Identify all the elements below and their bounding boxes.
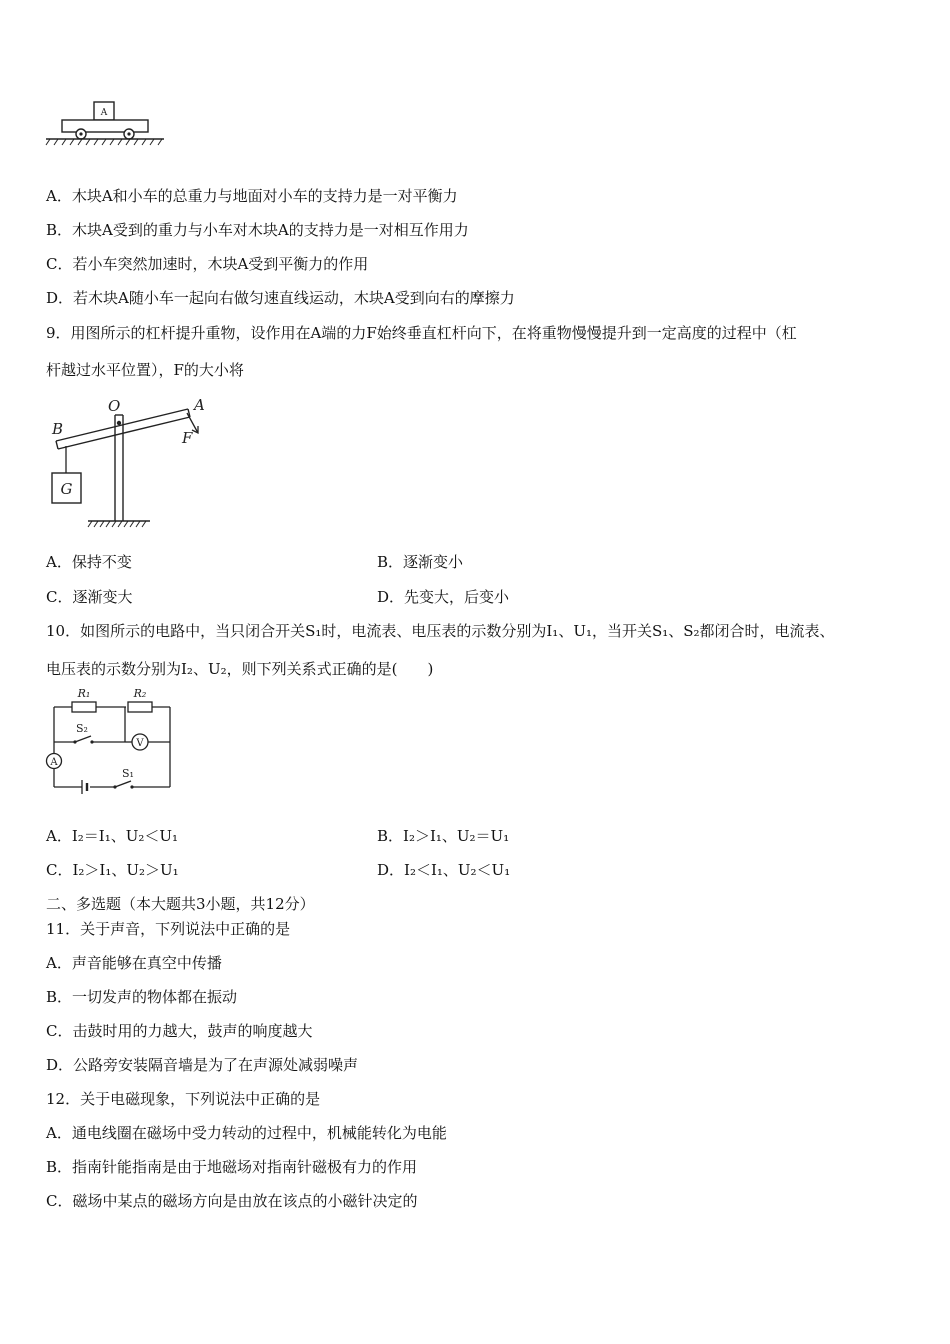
q9-option-c: C．逐渐变大: [46, 588, 133, 606]
label-a: A: [194, 396, 205, 414]
weight-g-label: G: [60, 480, 73, 498]
q9-option-d: D．先变大，后变小: [377, 588, 510, 606]
q8-option-a: A．木块A和小车的总重力与地面对小车的支持力是一对平衡力: [46, 187, 458, 205]
resistor-r2: [128, 702, 152, 712]
q11-option-c: C．击鼓时用的力越大，鼓声的响度越大: [46, 1022, 313, 1040]
label-o: O: [108, 397, 121, 415]
label-b: B: [52, 420, 64, 438]
label-ammeter: A: [50, 757, 58, 768]
q12-option-c: C．磁场中某点的磁场方向是由放在该点的小磁针决定的: [46, 1192, 418, 1210]
lever-figure: [46, 393, 226, 533]
q8-option-c: C．若小车突然加速时，木块A受到平衡力的作用: [46, 255, 369, 273]
q10-stem-line2: 电压表的示数分别为I₂、U₂，则下列关系式正确的是( ): [46, 660, 434, 678]
q12-option-a: A．通电线圈在磁场中受力转动的过程中，机械能转化为电能: [46, 1124, 447, 1142]
q10-option-a: A．I₂＝I₁、U₂＜U₁: [46, 827, 179, 845]
q8-option-b: B．木块A受到的重力与小车对木块A的支持力是一对相互作用力: [46, 221, 469, 239]
switch-s2: [73, 736, 93, 744]
label-r2: R₂: [133, 687, 147, 700]
switch-s1: [113, 781, 133, 789]
q11-option-a: A．声音能够在真空中传播: [46, 954, 222, 972]
label-f: F: [182, 429, 193, 447]
q10-stem-line1: 10．如图所示的电路中，当只闭合开关S₁时，电流表、电压表的示数分别为I₁、U₁，当开关S₁、S₂都闭合时，电流表、: [46, 622, 835, 640]
q9-stem-line2: 杆越过水平位置），F的大小将: [46, 361, 244, 379]
label-r1: R₁: [77, 687, 91, 700]
battery: [82, 780, 87, 794]
label-voltmeter: V: [136, 738, 144, 749]
section-title: 二、多选题（本大题共3小题，共12分）: [46, 895, 315, 913]
q9-stem-line1: 9．用图所示的杠杆提升重物，设作用在A端的力F始终垂直杠杆向下，在将重物慢慢提升到一定高度的过程中（杠: [46, 324, 797, 342]
q12-stem: 12．关于电磁现象，下列说法中正确的是: [46, 1090, 321, 1108]
q11-option-d: D．公路旁安装隔音墙是为了在声源处减弱噪声: [46, 1056, 359, 1074]
q8-option-d: D．若木块A随小车一起向右做匀速直线运动，木块A受到向右的摩擦力: [46, 289, 515, 307]
resistor-r1: [72, 702, 96, 712]
block-a-label: A: [100, 108, 108, 118]
support-post: [115, 415, 123, 521]
q10-option-d: D．I₂＜I₁、U₂＜U₁: [377, 861, 511, 879]
pivot-point: [117, 421, 121, 425]
q9-option-a: A．保持不变: [46, 553, 132, 571]
q11-stem: 11．关于声音，下列说法中正确的是: [46, 920, 291, 938]
circuit-figure: [40, 685, 180, 797]
q12-option-b: B．指南针能指南是由于地磁场对指南针磁极有力的作用: [46, 1158, 418, 1176]
q9-option-b: B．逐渐变小: [377, 553, 464, 571]
label-s1: S₁: [122, 767, 134, 780]
q10-option-b: B．I₂＞I₁、U₂＝U₁: [377, 827, 510, 845]
cart-body: [62, 120, 148, 132]
q10-option-c: C．I₂＞I₁、U₂＞U₁: [46, 861, 179, 879]
label-s2: S₂: [76, 722, 88, 735]
q11-option-b: B．一切发声的物体都在振动: [46, 988, 238, 1006]
cart-figure: [44, 98, 166, 148]
